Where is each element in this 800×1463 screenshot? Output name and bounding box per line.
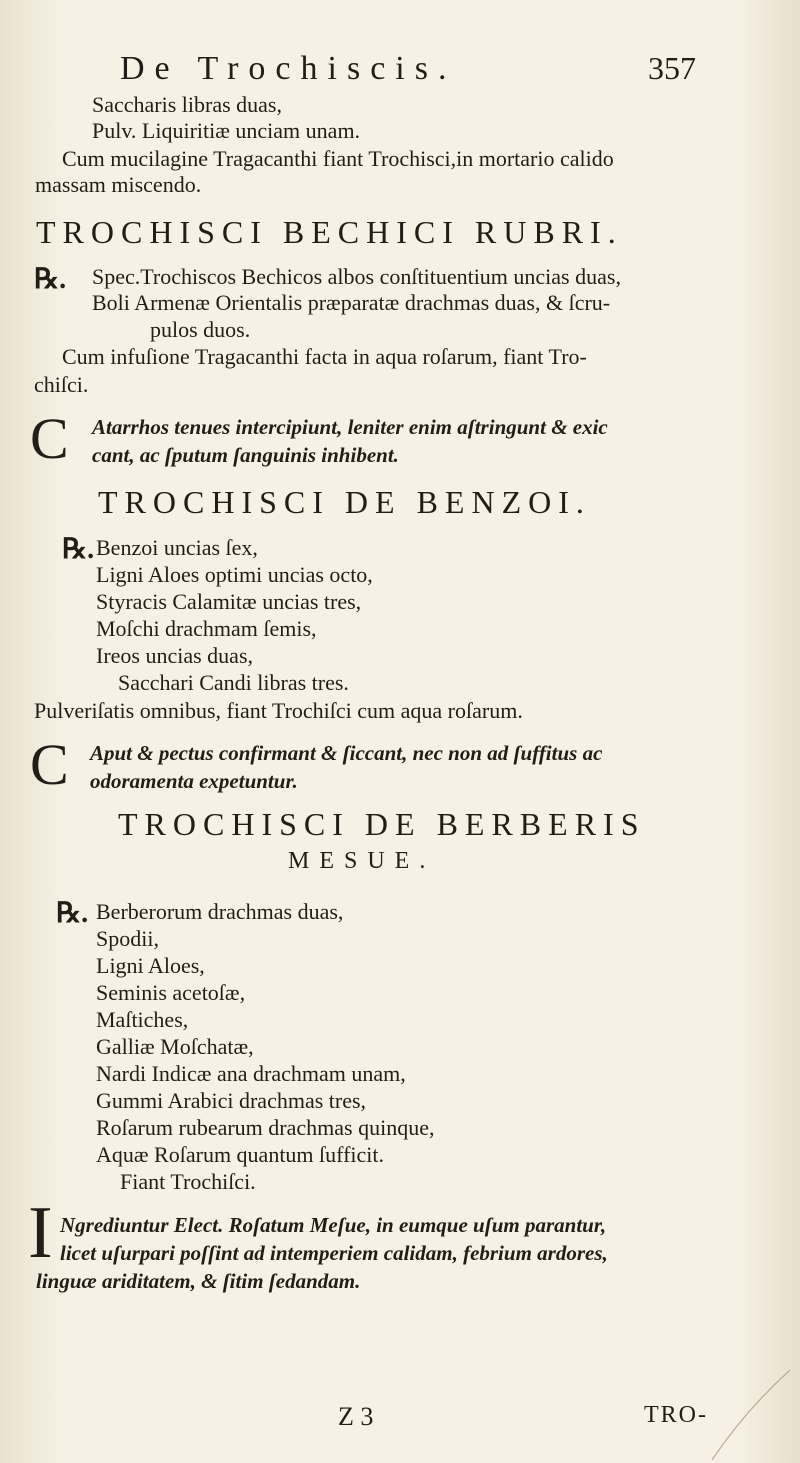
text-line: Galliæ Moſchatæ, (96, 1034, 254, 1059)
text-line: massam miscendo. (35, 172, 202, 197)
recipe-symbol: ℞. (34, 264, 67, 295)
text-line: pulos duos. (150, 317, 251, 342)
italic-note-line: linguæ ariditatem, & ſitim ſedandam. (36, 1269, 361, 1293)
italic-note-line: licet uſurpari poſſint ad intemperiem calidam, febrium ardores, (60, 1241, 608, 1265)
text-line: Styracis Calamitæ uncias tres, (96, 589, 362, 614)
page-edge-shadow (702, 1360, 792, 1460)
catchword: TRO- (644, 1402, 708, 1428)
text-line: Ligni Aloes, (96, 953, 205, 978)
text-line: Gummi Arabici drachmas tres, (96, 1088, 367, 1113)
text-line: Sacchari Candi libras tres. (118, 670, 349, 695)
page-number: 357 (648, 50, 696, 86)
text-line: Ireos uncias duas, (96, 643, 254, 668)
section-heading-bechici: TROCHISCI BECHICI RUBRI. (36, 214, 623, 250)
text-line: Fiant Trochiſci. (120, 1169, 256, 1194)
section-subheading-author: MESUE. (288, 848, 436, 874)
running-title: De Trochiscis. (120, 50, 457, 87)
text-line: Ligni Aloes optimi uncias octo, (96, 562, 373, 587)
drop-cap: I (28, 1192, 53, 1274)
italic-note-line: cant, ac ſputum ſanguinis inhibent. (92, 443, 399, 467)
text-line: Spodii, (96, 926, 159, 951)
text-line: Pulv. Liquiritiæ unciam unam. (92, 118, 361, 143)
drop-cap: C (30, 732, 69, 797)
text-line: Seminis acetoſæ, (96, 980, 246, 1005)
text-line: Saccharis libras duas, (92, 92, 282, 117)
text-line: Cum mucilagine Tragacanthi fiant Trochisci,in mortario calido (62, 146, 614, 171)
text-line: Aquæ Roſarum quantum ſufficit. (96, 1142, 385, 1167)
section-heading-berberis: TROCHISCI DE BERBERIS (118, 806, 646, 842)
text-line: Cum infuſione Tragacanthi facta in aqua roſarum, fiant Tro- (62, 344, 587, 369)
recipe-symbol: ℞. (56, 898, 89, 929)
text-line: Pulveriſatis omnibus, fiant Trochiſci cum aqua roſarum. (34, 698, 523, 723)
text-line: Boli Armenæ Orientalis præparatæ drachmas duas, & ſcru- (92, 290, 611, 315)
section-heading-benzoi: TROCHISCI DE BENZOI. (98, 484, 591, 520)
italic-note-line: Atarrhos tenues intercipiunt, leniter enim aſtringunt & exic (92, 415, 608, 439)
italic-note-line: Aput & pectus confirmant & ſiccant, nec non ad ſuffitus ac (90, 741, 603, 765)
text-line: Berberorum drachmas duas, (96, 899, 344, 924)
text-line: Moſchi drachmam ſemis, (96, 616, 317, 641)
drop-cap: C (30, 406, 69, 471)
text-line: Maſtiches, (96, 1007, 189, 1032)
recipe-symbol: ℞. (62, 534, 95, 565)
text-line: Spec.Trochiscos Bechicos albos conſtituentium uncias duas, (92, 264, 621, 289)
text-line: Roſarum rubearum drachmas quinque, (96, 1115, 435, 1140)
signature-mark: Z 3 (338, 1402, 374, 1431)
italic-note-line: Ngrediuntur Elect. Roſatum Meſue, in eumque uſum parantur, (60, 1213, 607, 1237)
text-line: chiſci. (34, 372, 89, 397)
italic-note-line: odoramenta expetuntur. (90, 769, 298, 793)
text-line: Benzoi uncias ſex, (96, 535, 258, 560)
text-line: Nardi Indicæ ana drachmam unam, (96, 1061, 406, 1086)
